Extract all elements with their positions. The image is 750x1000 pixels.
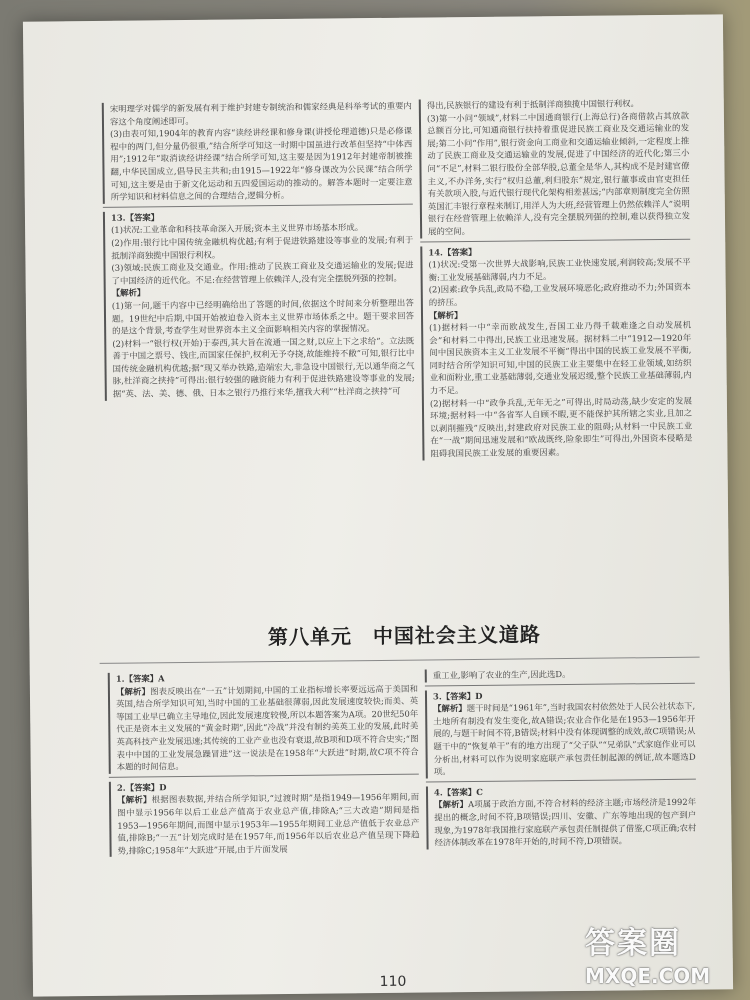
q13-cont-2: (3)第一小问“领域”,材料二中国通商银行(上海总行)各商借款占其放款总额百分比,可知通商银行扶持着重促进民族工商业及交通运输业的发展;第二小问“作用”,银行资金向工商业和交通运输业倾斜,一定程度上推动了民族工商业及交通运输业的发展,促进了中国经济的近代化;第三小问“不足”,材料二银行股份全部华股,总董全是华人,其构成不是封建官僚主义,不办洋务,实行“权归总董,利归股东”规定,银行董事或由官吏担任有关款项入股,与近代银行现代化架构相差甚远;“内部章则制度完全仿照英国汇丰银行章程来制订,用洋人为大班,经营管理上仍然依赖洋人”说明银行在经营管理上依赖洋人,没有完全摆脱列强的控制,难以获得独立发展的空间。: [426, 110, 691, 237]
analysis-tag: 【解析】: [434, 799, 469, 810]
u4-number: 4.: [433, 787, 443, 798]
u4-analysis-text: A项属于政治方面,不符合材料的经济主题;市场经济是1992年提出的概念,时间不符,B项错误;四川、安徽、广东等地出现的包产到户现象,为1978年我国推行家庭联产承包责任制提供了借鉴,C项正确;农村经济体制改革在1978年开始的,时间不符,D项错误。: [434, 797, 697, 848]
u1-block: [108, 670, 419, 774]
analysis-tag: 【解析】: [117, 794, 152, 806]
top-right-block: [419, 97, 693, 460]
q12-answer-continuation: [102, 100, 413, 204]
analysis-tag: 【解析】: [433, 703, 467, 714]
q13-analysis-continuation: [419, 97, 690, 238]
q14-number: 14.: [428, 246, 443, 257]
q14-block: [420, 243, 692, 460]
u2-block: [109, 778, 420, 857]
divider: [426, 778, 696, 782]
divider: [425, 682, 695, 686]
analysis-tag: 【解析】: [111, 287, 146, 299]
u1-analysis-text: 图表反映出在“一五”计划期间,中国的工业指标增长率要远远高于美国和英国,结合所学知识可知,当时中国的工业基础很薄弱,因此发展速度较快;而美、英等国工业早已确立主导地位,因此发展速度较慢,所以本题答案为A项。20世纪50年代正是资本主义发展的“黄金时期”,因此“冷战”并没有制约美英工业的发展,此时美英高科技产业发展迅速;其传统的工业产业也没有衰退,故B项和D项不符合史实;“图表中中国的工业发展急躁冒进”这一说法是在1958年“大跃进”时期,故C项不符合本题的时间信息。: [116, 683, 419, 772]
answer-tag: 【答案】A: [124, 673, 165, 684]
q14-answer-1: (1)状况:受第一次世界大战影响,民族工业快速发展,利润较高;发展不平衡:工业发展基础薄弱,内力不足。: [428, 256, 691, 283]
bottom-left-block: [108, 670, 420, 858]
q13-answer-1: (1)状况:工业革命和科技革命深入开展;资本主义世界市场基本形成。: [111, 222, 364, 236]
q13-analysis-1: (1)第一问,题干内容中已经明确给出了答题的时间,依据这个时间来分析整理出答题。19世纪中后期,中国开始被迫卷入资本主义世界市场体系之中。题干要求回答的是这个背景,考查学生对世界资本主义全面影响相关内容的掌握情况。: [111, 297, 415, 336]
q13-number: 13.: [110, 212, 126, 223]
u2-number: 2.: [116, 782, 126, 793]
q13-cont-1: 得出,民族银行的建设有利于抵制洋商独揽中国银行利权。: [426, 98, 639, 111]
continued-text: 宋明理学对儒学的新发展有利于维护封建专制统治和儒家经典是科举考试的重要内容这个角度阐述即可。: [109, 100, 412, 127]
answer-tag: 【答案】D: [125, 781, 167, 793]
q13-analysis-2: (2)材料一“银行权(开始)于泰西,其大旨在流通一国之财,以应上下之求给”。立法既善于中国之票号、钱庄,而国家任保护,权利无予夺挠,故能维持不敝”可知,银行比中国传统金融机构优越;据“现又举办铁路,造端宏大,非急设中国银行,无以通华商之气脉,杜洋商之挟持”可得出:银行较强的融资能力有利于促进铁路建设等事业的发展;据“英、法、美、德、俄、日本之银行乃推行来华,擅我大利”“杜洋商之挟持”可: [112, 335, 415, 399]
q13-answer-3: (3)领域:民族工商业及交通业。作用:推动了民族工商业及交通运输业的发展;促进了中国经济的近代化。不足:在经营管理上依赖洋人,没有完全摆脱列强的控制。: [111, 259, 414, 286]
u3-analysis-text: 题干时间是“1961年”,当时我国农村依然处于人民公社状态下,土地所有制没有发生变化,故A错误;农业合作化是在1953—1956年开展的,与题干时间不符,B错误;材料中没有体现调整的成效,故C项错误;从题干中的“恢复单干”有的地方出现了“父子队”“兄弟队”式家庭作业可以分析出,材料可以作为说明家庭联产承包责任制起源的例证,故本题选D项。: [433, 700, 696, 777]
q14-analysis-1: (1)据材料一中“幸而欧战发生,吾国工业乃得千载难逢之自动发展机会”和材料二中得出,民族工业迅速发展。据材料二中“1912—1920年间中国民族资本主义工业发展不平衡”得出中国的民族工业发展不平衡,同时结合所学知识可知,中国的民族工业主要集中在轻工业领域,如纺织业和面粉业,重工业基础薄弱,交通业发展迟缓,整个民族工业基础薄弱,内力不足。: [429, 319, 692, 396]
divider: [420, 238, 690, 242]
u3-block: [425, 687, 696, 778]
unit-title-rule: [100, 657, 700, 664]
book-page: [23, 14, 733, 996]
watermark-logo: [585, 918, 725, 988]
top-left-block: [102, 100, 415, 401]
answer-tag: 【答案】: [442, 246, 477, 257]
analysis-tag: 【解析】: [115, 685, 151, 697]
unit-title: 第八单元 中国社会主义道路: [267, 622, 541, 650]
u3-number: 3.: [432, 690, 442, 702]
u2-analysis: [117, 791, 420, 857]
divider: [109, 773, 419, 777]
q14-analysis-2: (2)据材料一中“政争兵乱,无年无之”可得出,时局动荡,缺少安定的发展环境;据材料一中“各省军人自顾不暇,更不能保护其所辖之实业,且加之以剥削摧残”反映出,封建政府对民族工业的阻碍;从材料一中民族工业在“一战”期间迅速发展和“欧战既终,险象即生”可得出,外国资本侵略是阻碍我国民族工业发展的重要因素。: [429, 395, 693, 459]
q13-answer-2: (2)作用:银行比中国传统金融机构优越;有利于促进铁路建设等事业的发展;有利于抵制洋商独揽中国银行利权。: [111, 234, 414, 261]
page-number: 110: [379, 973, 407, 991]
analysis-tag: 【解析】: [428, 309, 463, 320]
u2-analysis-text: 根据图表数据,并结合所学知识,“过渡时期”是指1949—1956年期间,而图中显示1956年以后工业总产值高于农业总产值,排除A;“三大改造”期间是指1953—1956年期间,而图中显示1953年—1955年期间工业总产值低于农业总产值,排除B;“一五”计划完成时是在1957年,而1956年以后农业总产值呈现下降趋势,排除C;1958年“大跃进”开展,由于片面发展: [117, 791, 420, 856]
divider: [103, 203, 413, 207]
watermark-logo-text: 答案圈: [585, 926, 681, 961]
u3-analysis: [433, 700, 696, 778]
bottom-right-block: [425, 667, 697, 850]
q13-block: [103, 208, 415, 400]
u4-analysis: [434, 796, 697, 849]
watermark-url: MXQE.COM: [585, 964, 711, 988]
u1-analysis: [116, 682, 419, 773]
q14-answer-2: (2)因素:政争兵乱,政局不稳,工业发展环境恶化;政府推动不力;外国资本的挤压。: [428, 282, 691, 308]
u4-block: [426, 783, 697, 849]
answer-tag: 【答案】D: [441, 690, 483, 701]
answer-tag: 【答案】C: [442, 786, 483, 798]
u1-number: 1.: [115, 673, 125, 684]
q12-part3-text: (3)由表可知,1904年的教育内容“读经讲经课和修身课(讲授伦理道德)只是必修课程中的两门,但分量仍很重,”结合所学可知这一时期中国虽进行改革但坚持“中体西用”;1912年“取消读经讲经课”结合所学可知,这主要是因为1912年封建帝制被推翻,中华民国成立,倡导民主共和;由1915—1922年“修身课改为公民课”结合所学可知,这主要是由于新文化运动和五四爱国运动的推动的。解答本题时一定要注意所学知识和材料信息之间的合理结合,逻辑分析。: [110, 125, 413, 202]
answer-tag: 【答案】: [125, 212, 160, 223]
u2-continuation: [425, 667, 695, 682]
u2-cont-text: 重工业,影响了农业的生产,因此选D。: [432, 668, 571, 681]
